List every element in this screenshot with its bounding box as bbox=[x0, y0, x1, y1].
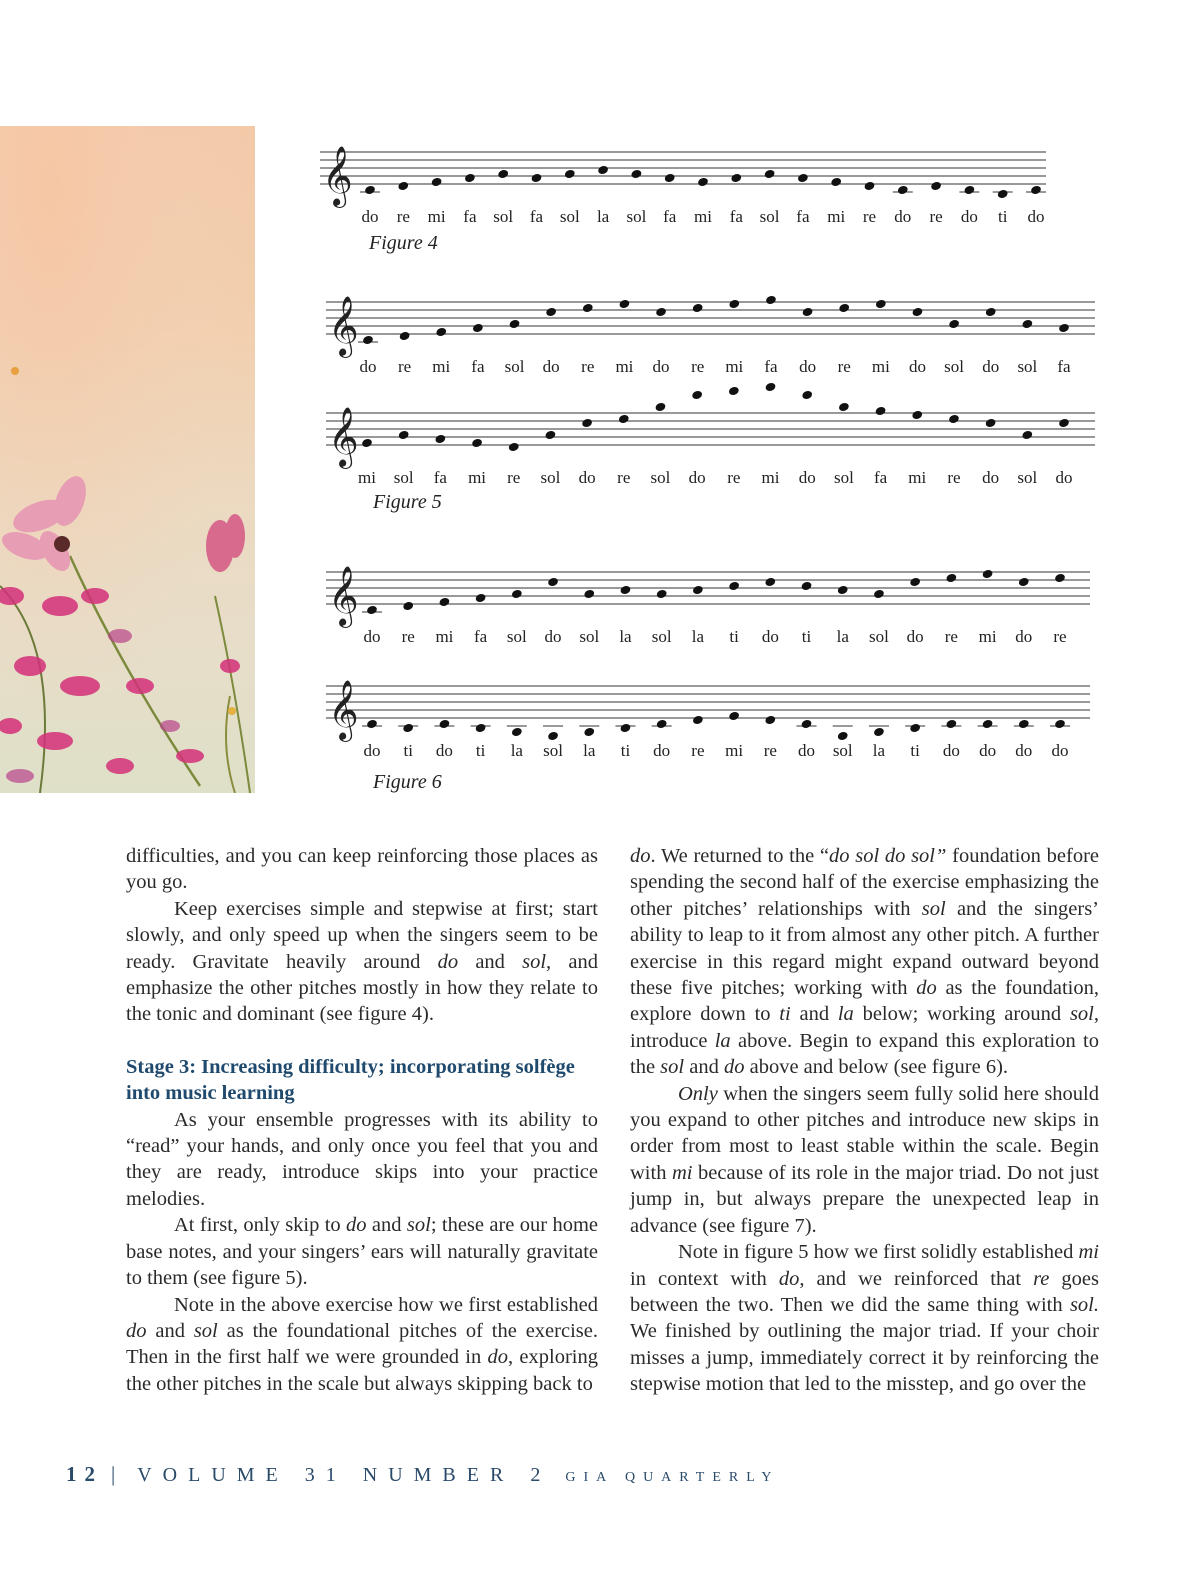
note-head bbox=[838, 303, 850, 314]
solfege-syllable: sol bbox=[540, 468, 561, 487]
note-head bbox=[728, 581, 740, 592]
note-head bbox=[982, 719, 994, 730]
solfege-syllable: re bbox=[727, 468, 741, 487]
note-head bbox=[911, 307, 923, 318]
note-head bbox=[618, 299, 630, 310]
solfege-syllable: do bbox=[544, 627, 562, 646]
note-head bbox=[509, 319, 521, 330]
solfege-syllable: do bbox=[906, 627, 924, 646]
note-head bbox=[864, 181, 876, 192]
solfege-syllable: do bbox=[653, 741, 671, 760]
paragraph: At first, only skip to do and sol; these are our home base notes, and your singers’ ears will naturally gravitate to them (see figure 5). bbox=[126, 1214, 599, 1290]
solfege-syllable: fa bbox=[663, 207, 677, 226]
solfege-syllable: re bbox=[691, 741, 705, 760]
note-head bbox=[597, 165, 609, 176]
page-footer bbox=[66, 1462, 779, 1487]
note-head bbox=[434, 434, 446, 445]
note-head bbox=[399, 331, 411, 342]
solfege-syllable: la bbox=[836, 627, 849, 646]
solfege-syllable: mi bbox=[761, 468, 780, 487]
solfege-syllable: do bbox=[982, 357, 1000, 376]
note-head bbox=[692, 715, 704, 726]
note-head bbox=[464, 173, 476, 184]
note-head bbox=[438, 719, 450, 730]
solfege-syllable: sol bbox=[1017, 357, 1038, 376]
solfege-syllable: do bbox=[761, 627, 779, 646]
note-head bbox=[801, 390, 813, 401]
solfege-syllable: do bbox=[1055, 468, 1073, 487]
note-head bbox=[728, 299, 740, 310]
solfege-syllable: re bbox=[581, 357, 595, 376]
solfege-syllable: re bbox=[763, 741, 777, 760]
note-head bbox=[837, 731, 849, 742]
note-head bbox=[656, 719, 668, 730]
solfege-syllable: mi bbox=[435, 627, 454, 646]
figure-5-label: Figure 5 bbox=[373, 491, 442, 513]
solfege-syllable: fa bbox=[463, 207, 477, 226]
solfege-syllable: do bbox=[1051, 741, 1069, 760]
note-head bbox=[1030, 185, 1042, 196]
solfege-syllable: do bbox=[982, 468, 1000, 487]
note-head bbox=[764, 169, 776, 180]
treble-clef-icon: 𝄞 bbox=[322, 146, 353, 206]
solfege-syllable: mi bbox=[908, 468, 927, 487]
note-head bbox=[581, 418, 593, 429]
solfege-syllable: mi bbox=[358, 468, 376, 487]
note-head bbox=[1058, 323, 1070, 334]
note-head bbox=[945, 719, 957, 730]
solfege-syllable: sol bbox=[506, 627, 527, 646]
note-head bbox=[364, 185, 376, 196]
solfege-syllable: re bbox=[401, 627, 415, 646]
solfege-syllable: do bbox=[960, 207, 978, 226]
solfege-syllable: do bbox=[1015, 741, 1033, 760]
solfege-syllable: fa bbox=[529, 207, 544, 226]
note-head bbox=[362, 335, 374, 346]
note-head bbox=[802, 307, 814, 318]
note-head bbox=[547, 577, 559, 588]
text-column-left bbox=[126, 843, 598, 1397]
note-head bbox=[654, 402, 666, 413]
note-head bbox=[472, 323, 484, 334]
solfege-syllable: fa bbox=[873, 468, 888, 487]
solfege-syllable: ti bbox=[910, 741, 920, 760]
solfege-syllable: sol bbox=[579, 627, 600, 646]
solfege-syllable: ti bbox=[475, 741, 486, 760]
note-head bbox=[475, 723, 487, 734]
treble-clef-icon: 𝄞 bbox=[328, 407, 359, 467]
solfege-syllable: sol bbox=[393, 468, 414, 487]
note-head bbox=[797, 173, 809, 184]
solfege-syllable: fa bbox=[433, 468, 447, 487]
solfege-syllable: la bbox=[510, 741, 523, 760]
solfege-syllable: re bbox=[862, 207, 877, 226]
note-head bbox=[544, 430, 556, 441]
note-head bbox=[765, 382, 777, 393]
note-head bbox=[830, 177, 842, 188]
note-head bbox=[948, 319, 960, 330]
solfege-syllable: sol bbox=[626, 207, 647, 226]
note-head bbox=[583, 727, 595, 738]
note-head bbox=[547, 731, 559, 742]
note-head bbox=[1021, 319, 1033, 330]
solfege-syllable: do bbox=[942, 741, 960, 760]
solfege-syllable: do bbox=[894, 207, 912, 226]
note-head bbox=[397, 181, 409, 192]
solfege-syllable: do bbox=[363, 741, 381, 760]
solfege-syllable: mi bbox=[694, 207, 712, 226]
solfege-syllable: do bbox=[1015, 627, 1033, 646]
solfege-syllable: sol bbox=[504, 357, 525, 376]
paragraph: As your ensemble progresses with its ability to “read” your hands, and only once you feel that you and they are ready, introduce skips into your practice melodies. bbox=[126, 1108, 598, 1210]
volume-number: VOLUME 31 NUMBER 2 bbox=[137, 1464, 552, 1486]
solfege-syllable: fa bbox=[474, 627, 488, 646]
solfege-syllable: re bbox=[617, 468, 631, 487]
note-head bbox=[764, 577, 776, 588]
solfege-syllable: sol bbox=[559, 207, 580, 226]
note-head bbox=[875, 406, 887, 417]
note-head bbox=[398, 430, 410, 441]
solfege-syllable: sol bbox=[944, 357, 965, 376]
solfege-syllable: mi bbox=[725, 741, 744, 760]
solfege-syllable: re bbox=[691, 357, 705, 376]
paragraph: Note in the above exercise how we first established do and sol as the foundational pitches of the exercise. Then in the first half we were grounded in do, exploring the other pitches in the scale but always skipping back to bbox=[126, 1293, 598, 1395]
solfege-syllable: sol bbox=[651, 627, 672, 646]
note-head bbox=[655, 307, 667, 318]
note-head bbox=[801, 581, 813, 592]
paragraph: do. We returned to the “do sol do sol” foundation before spending the second half of the exercise emphasizing the other pitches’ relationships with sol and the singers’ ability to leap to it from almost any other pitch. A further exercise in this regard might expand outward beyond these five pitches; working with do as the foundation, explore down to ti and la below; working around sol, introduce la above. Begin to expand this exploration to the sol and do above and below (see figure 6). bbox=[630, 845, 1100, 1079]
solfege-syllable: fa bbox=[471, 357, 485, 376]
figure-4-label: Figure 4 bbox=[369, 232, 438, 254]
note-head bbox=[361, 438, 373, 449]
note-head bbox=[630, 169, 642, 180]
note-head bbox=[619, 585, 631, 596]
solfege-syllable: do bbox=[1027, 207, 1045, 226]
solfege-syllable: do bbox=[798, 468, 816, 487]
page-number: 12 bbox=[66, 1462, 103, 1486]
note-head bbox=[730, 173, 742, 184]
solfege-syllable: do bbox=[979, 741, 997, 760]
solfege-syllable: mi bbox=[615, 357, 634, 376]
note-head bbox=[656, 589, 668, 600]
solfege-syllable: ti bbox=[997, 207, 1008, 226]
solfege-syllable: re bbox=[507, 468, 521, 487]
solfege-syllable: mi bbox=[432, 357, 451, 376]
note-head bbox=[930, 181, 942, 192]
note-head bbox=[1018, 719, 1030, 730]
paragraph: Keep exercises simple and stepwise at first; start slowly, and only speed up when the singers seem to be ready. Gravitate heavily around do and sol, and emphasize the other pitches mostly in how they relate to the tonic and dominant (see figure 4). bbox=[126, 897, 598, 1026]
note-head bbox=[982, 569, 994, 580]
solfege-syllable: do bbox=[435, 741, 453, 760]
solfege-syllable: do bbox=[799, 357, 817, 376]
solfege-syllable: sol bbox=[833, 468, 854, 487]
note-head bbox=[531, 173, 543, 184]
solfege-syllable: do bbox=[652, 357, 670, 376]
note-head bbox=[583, 589, 595, 600]
solfege-syllable: re bbox=[947, 468, 961, 487]
note-head bbox=[873, 727, 885, 738]
note-head bbox=[728, 386, 740, 397]
note-head bbox=[366, 605, 378, 616]
note-head bbox=[1018, 577, 1030, 588]
solfege-syllable: do bbox=[359, 357, 377, 376]
solfege-syllable: re bbox=[929, 207, 943, 226]
solfege-syllable: do bbox=[361, 207, 379, 226]
note-head bbox=[692, 585, 704, 596]
note-head bbox=[691, 390, 703, 401]
solfege-syllable: fa bbox=[796, 207, 810, 226]
note-head bbox=[508, 442, 520, 453]
solfege-syllable: mi bbox=[978, 627, 997, 646]
solfege-syllable: sol bbox=[650, 468, 671, 487]
note-head bbox=[909, 577, 921, 588]
note-head bbox=[909, 723, 921, 734]
solfege-syllable: fa bbox=[764, 357, 778, 376]
note-head bbox=[471, 438, 483, 449]
note-head bbox=[801, 719, 813, 730]
solfege-syllable: mi bbox=[427, 207, 446, 226]
note-head bbox=[545, 307, 557, 318]
note-head bbox=[402, 601, 414, 612]
treble-clef-icon: 𝄞 bbox=[328, 680, 359, 740]
magazine-title: GIA QUARTERLY bbox=[565, 1470, 780, 1485]
note-head bbox=[475, 593, 487, 604]
note-head bbox=[838, 402, 850, 413]
solfege-syllable: do bbox=[363, 627, 381, 646]
solfege-syllable: ti bbox=[729, 627, 739, 646]
note-head bbox=[431, 177, 443, 188]
solfege-syllable: mi bbox=[827, 207, 846, 226]
solfege-syllable: sol bbox=[1017, 468, 1038, 487]
note-head bbox=[692, 303, 704, 314]
solfege-syllable: do bbox=[688, 468, 706, 487]
solfege-syllable: do bbox=[798, 741, 816, 760]
note-head bbox=[1021, 430, 1033, 441]
note-head bbox=[435, 327, 447, 338]
paragraph: Note in figure 5 how we first solidly established mi in context with do, and we reinforced that re goes between the two. Then we did the same thing with sol. We finished by outlining the major triad. If your choir misses a jump, immediately correct it by reinforcing the stepwise motion that led to the misstep, and go over the bbox=[630, 1241, 1100, 1396]
note-head bbox=[948, 414, 960, 425]
footer-separator: | bbox=[111, 1462, 116, 1486]
note-head bbox=[366, 719, 378, 730]
note-head bbox=[911, 410, 923, 421]
note-head bbox=[497, 169, 509, 180]
solfege-syllable: ti bbox=[403, 741, 413, 760]
note-head bbox=[511, 589, 523, 600]
solfege-syllable: ti bbox=[801, 627, 812, 646]
solfege-syllable: re bbox=[837, 357, 851, 376]
solfege-syllable: do bbox=[908, 357, 926, 376]
note-head bbox=[1058, 418, 1070, 429]
solfege-syllable: sol bbox=[493, 207, 514, 226]
note-head bbox=[438, 597, 450, 608]
note-head bbox=[985, 418, 997, 429]
solfege-syllable: sol bbox=[543, 741, 563, 760]
paragraph: difficulties, and you can keep reinforcing those places as you go. bbox=[126, 845, 598, 894]
solfege-syllable: la bbox=[583, 741, 596, 760]
note-head bbox=[963, 185, 975, 196]
solfege-syllable: ti bbox=[620, 741, 631, 760]
solfege-syllable: re bbox=[398, 357, 412, 376]
note-head bbox=[765, 295, 777, 306]
text-column-right bbox=[630, 843, 1099, 1398]
note-head bbox=[1054, 573, 1066, 584]
solfege-syllable: do bbox=[542, 357, 560, 376]
note-head bbox=[664, 173, 676, 184]
solfege-syllable: sol bbox=[869, 627, 889, 646]
note-head bbox=[875, 299, 887, 310]
solfege-syllable: sol bbox=[759, 207, 780, 226]
note-head bbox=[618, 414, 630, 425]
note-head bbox=[402, 723, 414, 734]
note-head bbox=[997, 189, 1009, 200]
solfege-syllable: la bbox=[872, 741, 886, 760]
paragraph: Only when the singers seem fully solid here should you expand to other pitches and introduce new skips in order from most to least stable within the scale. Begin with mi because of its role in the major triad. Do not just jump in, but always prepare the unexpected leap in advance (see figure 7). bbox=[630, 1082, 1100, 1237]
note-head bbox=[873, 589, 885, 600]
note-head bbox=[764, 715, 776, 726]
solfege-syllable: la bbox=[596, 207, 610, 226]
treble-clef-icon: 𝄞 bbox=[328, 296, 359, 356]
treble-clef-icon: 𝄞 bbox=[328, 566, 359, 626]
note-head bbox=[945, 573, 957, 584]
solfege-syllable: sol bbox=[832, 741, 853, 760]
note-head bbox=[837, 585, 849, 596]
note-head bbox=[897, 185, 909, 196]
solfege-syllable: re bbox=[396, 207, 410, 226]
note-head bbox=[619, 723, 631, 734]
solfege-syllable: mi bbox=[468, 468, 487, 487]
note-head bbox=[985, 307, 997, 318]
section-heading: Stage 3: Increasing difficulty; incorporating solfège into music learning bbox=[126, 1055, 575, 1105]
note-head bbox=[564, 169, 576, 180]
note-head bbox=[697, 177, 709, 188]
solfege-syllable: mi bbox=[871, 357, 890, 376]
solfege-syllable: fa bbox=[729, 207, 743, 226]
solfege-syllable: re bbox=[1053, 627, 1067, 646]
solfege-syllable: re bbox=[944, 627, 958, 646]
solfege-syllable: do bbox=[578, 468, 596, 487]
note-head bbox=[1054, 719, 1066, 730]
note-head bbox=[511, 727, 523, 738]
solfege-syllable: mi bbox=[725, 357, 744, 376]
solfege-syllable: la bbox=[619, 627, 632, 646]
solfege-syllable: fa bbox=[1057, 357, 1071, 376]
figure-6-label: Figure 6 bbox=[373, 771, 442, 793]
solfege-syllable: la bbox=[691, 627, 705, 646]
note-head bbox=[582, 303, 594, 314]
note-head bbox=[728, 711, 740, 722]
